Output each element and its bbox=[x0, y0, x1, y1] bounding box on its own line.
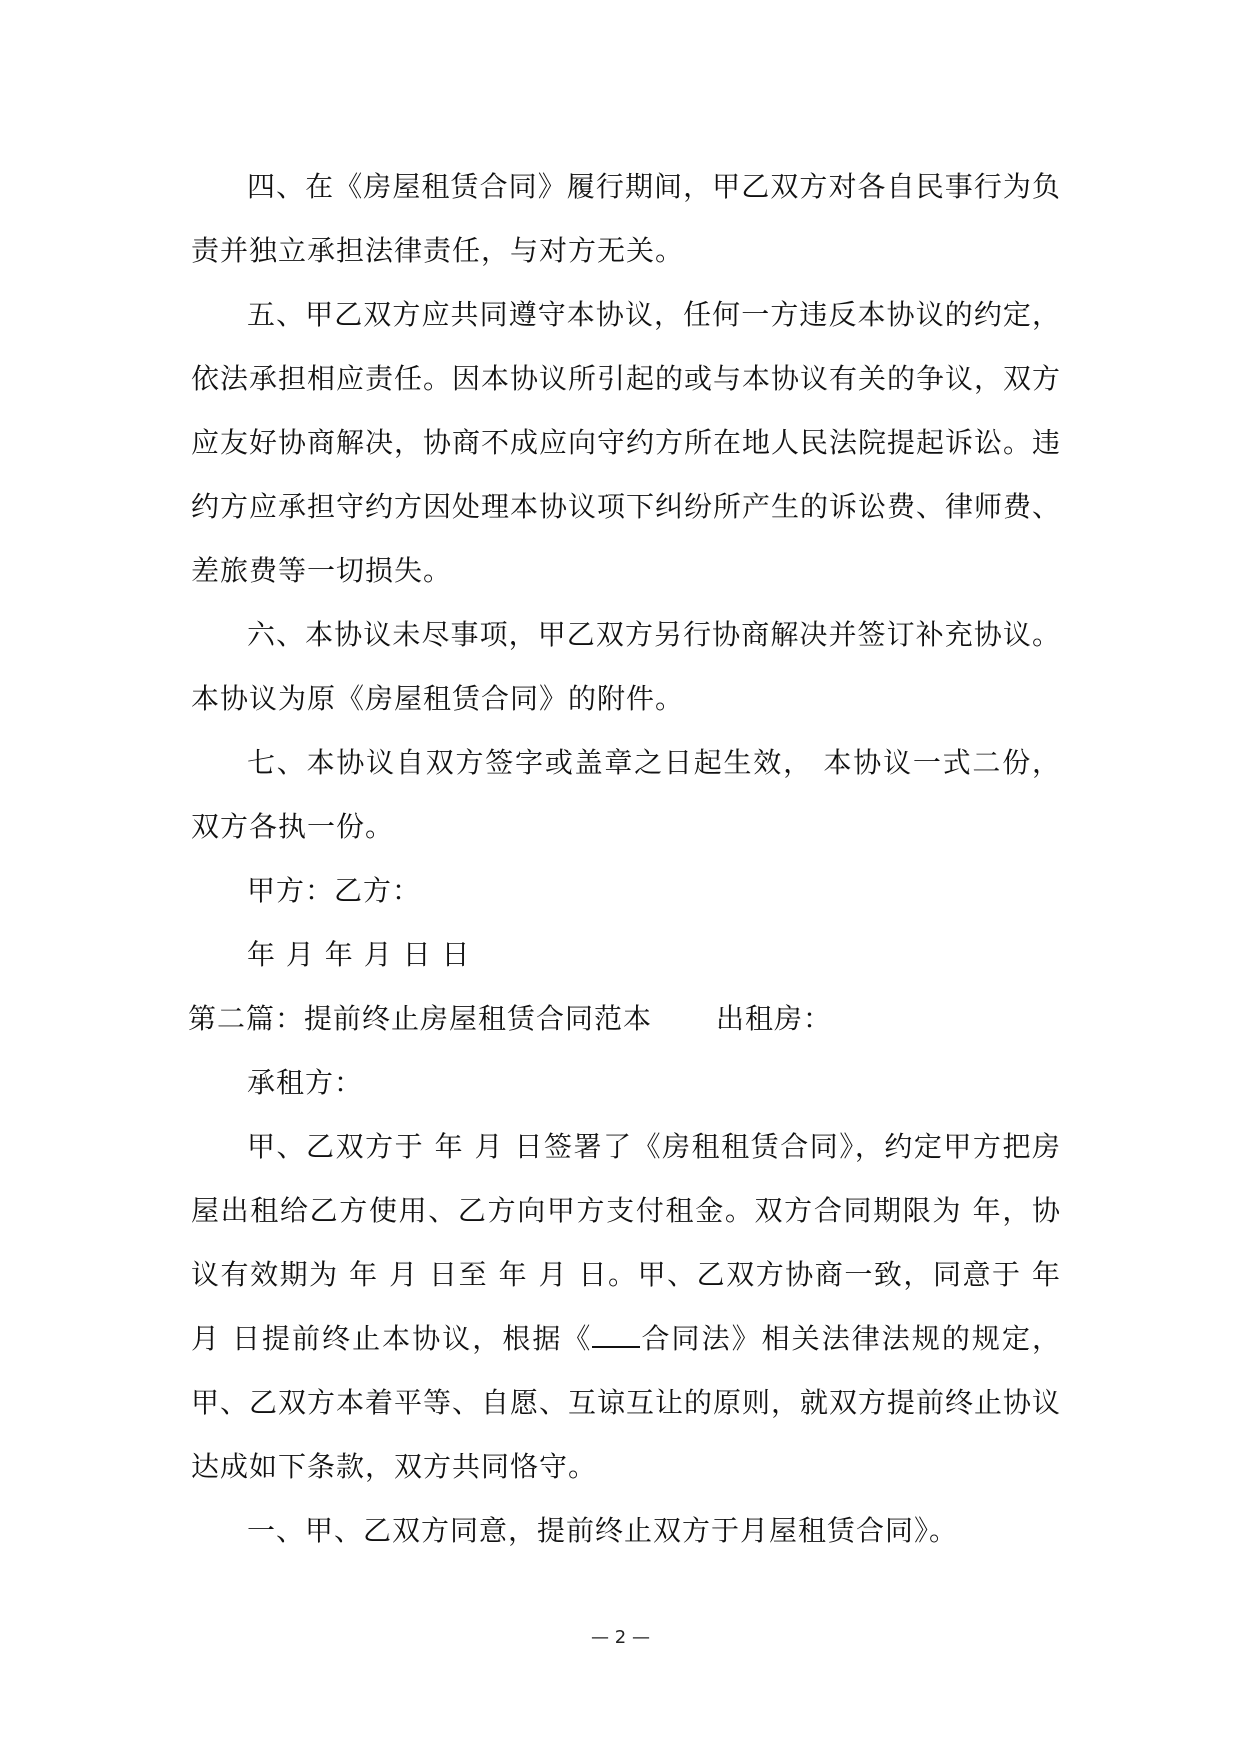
section-title: 第二篇：提前终止房屋租赁合同范本 bbox=[188, 1002, 653, 1035]
clause-six: 六、本协议未尽事项，甲乙双方另行协商解决并签订补充协议。本协议为原《房屋租赁合同》的附件。 bbox=[191, 618, 1061, 715]
clause-seven: 七、本协议自双方签字或盖章之日起生效， 本协议一式二份，双方各执一份。 bbox=[191, 746, 1061, 843]
fill-in-blank bbox=[592, 1322, 640, 1348]
document-body bbox=[188, 155, 1062, 1563]
signature-dates: 年 月 年 月 日 日 bbox=[247, 938, 471, 971]
clause-five: 五、甲乙双方应共同遵守本协议，任何一方违反本协议的约定，依法承担相应责任。因本协议所引起的或与本协议有关的争议，双方应友好协商解决，协商不成应向守约方所在地人民法院提起诉讼。违约方应承担守约方因处理本协议项下纠纷所产生的诉讼费、律师费、差旅费等一切损失。 bbox=[191, 298, 1062, 587]
agreement-paragraph bbox=[191, 1115, 1061, 1499]
lessor-label: 出租房： bbox=[716, 1002, 833, 1035]
clause-four: 四、在《房屋租赁合同》履行期间，甲乙双方对各自民事行为负责并独立承担法律责任，与对方无关。 bbox=[191, 170, 1061, 267]
section-heading bbox=[188, 987, 1061, 1051]
agreement-text-end: 合同法》相关法律法规的规定，甲、乙双方本着平等、自愿、互谅互让的原则，就双方提前终止协议达成如下条款，双方共同恪守。 bbox=[191, 1322, 1062, 1483]
agreement-text-start: 甲、乙双方于 年 月 日签署了《房租租赁合同》，约定甲方把房屋出租给乙方使用、乙方向甲方支付租金。双方合同期限为 年，协议有效期为 年 月 日至 年 月 日。甲、乙双方协商一致，同意于 年 月 日提前终止本协议，根据《 bbox=[191, 1130, 1061, 1355]
signature-parties: 甲方：乙方： bbox=[247, 874, 422, 907]
lessee-label: 承租方： bbox=[247, 1066, 364, 1099]
termination-clause-one: 一、甲、乙双方同意，提前终止双方于月屋租赁合同》。 bbox=[247, 1514, 959, 1547]
page-number: — 2 — bbox=[591, 1627, 650, 1648]
